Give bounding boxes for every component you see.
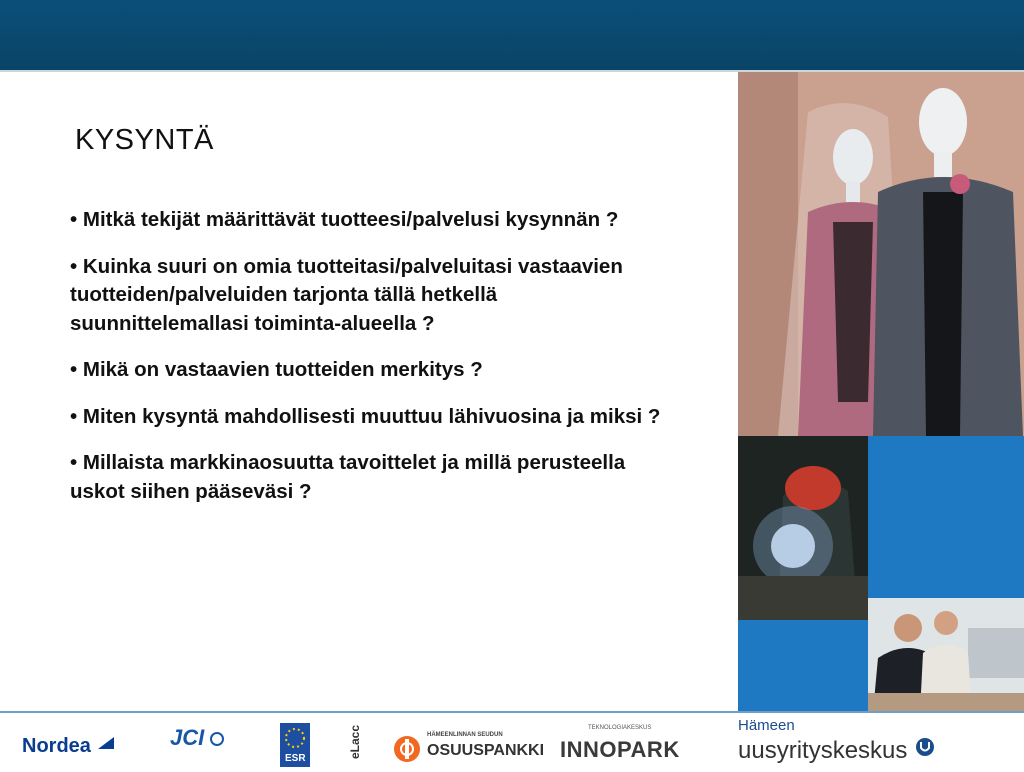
accent-block — [738, 620, 868, 712]
innopark-subtitle: TEKNOLOGIAKESKUS — [588, 725, 652, 731]
nordea-logo — [22, 735, 116, 758]
osuuspankki-name: OSUUSPANKKI — [427, 742, 545, 759]
jci-logo — [170, 725, 224, 751]
uusyrityskeskus-name: uusyrityskeskus — [738, 737, 908, 764]
bullet-item: • Miten kysyntä mahdollisesti muuttuu lähivuosina ja miksi ? — [70, 404, 661, 428]
nordea-logo-text: Nordea — [22, 735, 91, 757]
esr-logo — [280, 723, 310, 767]
welder-photo — [738, 436, 868, 620]
uusyrityskeskus-u-icon — [915, 737, 935, 757]
bullet-list — [70, 206, 670, 524]
uusyrityskeskus-subtitle: Hämeen — [738, 717, 795, 734]
jci-globe-icon — [210, 732, 224, 746]
accent-block — [868, 436, 1024, 598]
osuuspankki-subtitle: HÄMEENLINNAN SEUDUN — [427, 732, 503, 738]
nordea-sail-icon — [96, 735, 116, 751]
header-bar — [0, 0, 1024, 70]
innopark-name: INNOPARK — [560, 737, 680, 762]
mannequins-photo — [738, 72, 1024, 436]
slide-title: KYSYNTÄ — [75, 124, 214, 156]
bullet-item: • Kuinka suuri on omia tuotteitasi/palveluitasi vastaavien tuotteiden/palveluiden tarjonta tällä hetkellä suunnittelemallasi toiminta-alueella ? — [70, 254, 623, 335]
op-symbol-icon — [393, 735, 421, 763]
jci-logo-text: JCI — [170, 725, 205, 750]
esr-logo-text: ESR — [285, 753, 306, 764]
elacc-logo — [348, 725, 362, 759]
sponsor-logos — [0, 713, 1024, 768]
elacc-logo-text: eLacc — [348, 724, 362, 759]
bullet-item: • Millaista markkinaosuutta tavoittelet ja millä perusteella uskot siihen pääseväsi ? — [70, 451, 626, 503]
office-workers-photo — [868, 598, 1024, 712]
bullet-item: • Mitkä tekijät määrittävät tuotteesi/palvelusi kysynnän ? — [70, 208, 619, 231]
bullet-item: • Mikä on vastaavien tuotteiden merkitys ? — [70, 358, 483, 381]
